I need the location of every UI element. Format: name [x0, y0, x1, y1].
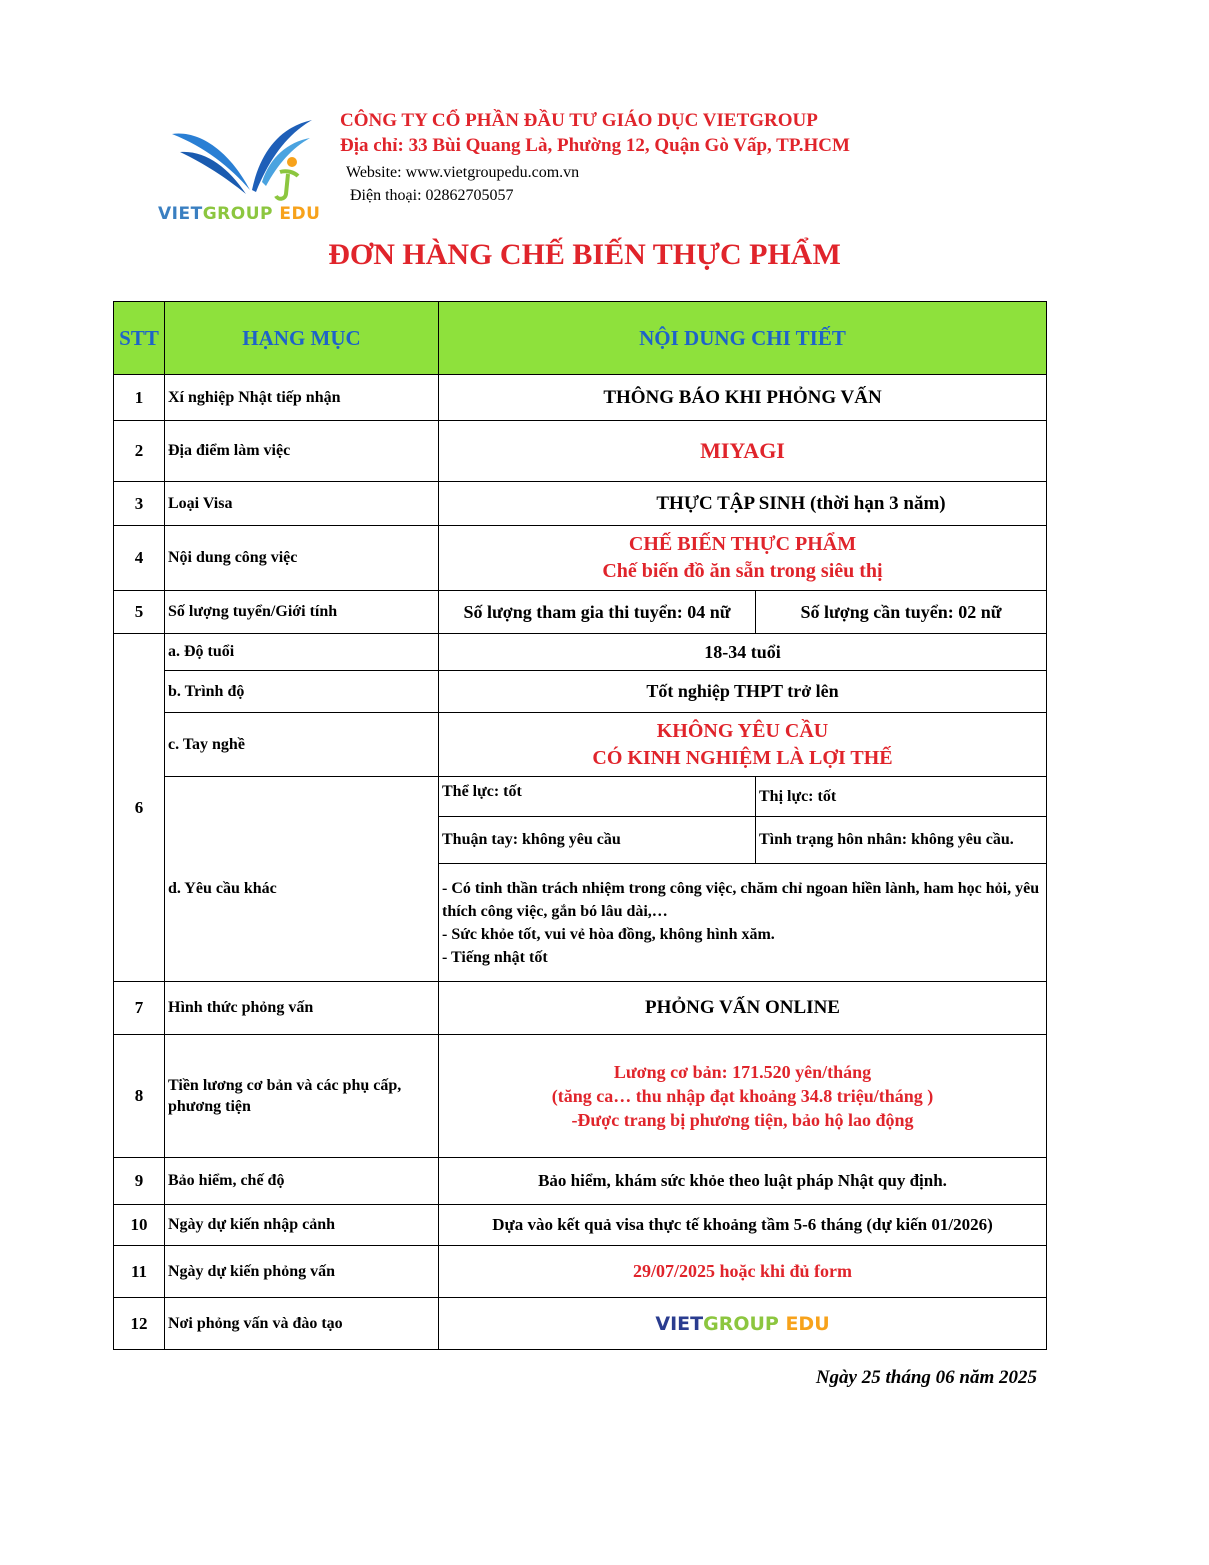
- detail-line: KHÔNG YÊU CẦU: [656, 719, 829, 742]
- row-number: 5: [114, 591, 165, 634]
- row-detail: Dựa vào kết quả visa thực tế khoảng tầm 5-6 tháng (dự kiến 01/2026): [439, 1205, 1047, 1246]
- row-sub-label: a. Độ tuổi: [165, 634, 439, 671]
- row-detail: [439, 526, 1047, 591]
- header-stt: STT: [114, 302, 165, 375]
- document-date: Ngày 25 tháng 06 năm 2025: [815, 1367, 1037, 1388]
- row-sub-label: c. Tay nghề: [165, 713, 439, 777]
- row-sub-label: d. Yêu cầu khác: [165, 777, 439, 982]
- row-number: 12: [114, 1298, 165, 1350]
- row-category: Ngày dự kiến phỏng vấn: [165, 1246, 439, 1298]
- row-category: Nội dung công việc: [165, 526, 439, 591]
- requirement-item: - Có tinh thần trách nhiệm trong công việc, chăm chỉ ngoan hiền lành, ham học hỏi, yêu thích công việc, gắn bó lâu dài,…: [442, 879, 1040, 920]
- table-row: [114, 375, 1047, 421]
- table-row: [114, 1246, 1047, 1298]
- logo-text: VIETGROUP EDU: [158, 204, 321, 224]
- detail-line: Chế biến đồ ăn sẵn trong siêu thị: [602, 560, 883, 582]
- row-number: 8: [114, 1035, 165, 1158]
- row-number: 7: [114, 982, 165, 1035]
- requirement-item: - Tiếng nhật tốt: [442, 948, 548, 966]
- row-category: Bảo hiểm, chế độ: [165, 1158, 439, 1205]
- row-detail-right: Số lượng cần tuyển: 02 nữ: [756, 591, 1047, 634]
- table-row: [114, 526, 1047, 591]
- row-number: 6: [114, 634, 165, 982]
- company-website: Website: www.vietgroupedu.com.vn: [346, 164, 580, 181]
- company-block: [340, 108, 850, 158]
- table-row: [114, 421, 1047, 482]
- row-category: Địa điểm làm việc: [165, 421, 439, 482]
- table-row: [114, 713, 1047, 777]
- table-row: [114, 482, 1047, 526]
- row-detail: Tốt nghiệp THPT trở lên: [439, 671, 1047, 713]
- table-row: [114, 777, 1047, 817]
- table-header-row: [114, 302, 1047, 375]
- header-category: HẠNG MỤC: [165, 302, 439, 375]
- row-category: Hình thức phỏng vấn: [165, 982, 439, 1035]
- row-category: Ngày dự kiến nhập cảnh: [165, 1205, 439, 1246]
- company-address: Địa chỉ: 33 Bùi Quang Là, Phường 12, Quận Gò Vấp, TP.HCM: [340, 135, 850, 156]
- row-detail: 18-34 tuổi: [439, 634, 1047, 671]
- header-detail: NỘI DUNG CHI TIẾT: [439, 302, 1047, 375]
- marital-cell: Tình trạng hôn nhân: không yêu cầu.: [756, 817, 1047, 864]
- table-row: [114, 982, 1047, 1035]
- vietgroup-logo: [150, 112, 335, 230]
- table-row: [114, 1035, 1047, 1158]
- row-category: Tiền lương cơ bản và các phụ cấp, phương tiện: [165, 1035, 439, 1158]
- detail-line: (tăng ca… thu nhập đạt khoảng 34.8 triệu/tháng ): [551, 1086, 934, 1106]
- order-table: [113, 301, 1047, 1350]
- detail-line: CÓ KINH NGHIỆM LÀ LỢI THẾ: [592, 746, 893, 769]
- row-detail: PHỎNG VẤN ONLINE: [439, 982, 1047, 1035]
- other-requirements: [439, 864, 1047, 982]
- detail-line: Lương cơ bản: 171.520 yên/tháng: [613, 1062, 872, 1082]
- row-number: 2: [114, 421, 165, 482]
- row-number: 9: [114, 1158, 165, 1205]
- table-row: [114, 634, 1047, 671]
- row-number: 3: [114, 482, 165, 526]
- page-title: ĐƠN HÀNG CHẾ BIẾN THỰC PHẨM: [328, 238, 841, 271]
- row-detail: [439, 713, 1047, 777]
- eyesight-cell: Thị lực: tốt: [756, 777, 1047, 817]
- row-sub-label: b. Trình độ: [165, 671, 439, 713]
- row-detail: Bảo hiểm, khám sức khỏe theo luật pháp Nhật quy định.: [439, 1158, 1047, 1205]
- physical-cell: Thể lực: tốt: [439, 777, 756, 817]
- detail-line: -Được trang bị phương tiện, bảo hộ lao động: [571, 1110, 914, 1130]
- row-detail-brand: VIETGROUP EDU: [439, 1298, 1047, 1350]
- row-detail: 29/07/2025 hoặc khi đủ form: [439, 1246, 1047, 1298]
- row-detail: THÔNG BÁO KHI PHỎNG VẤN: [439, 375, 1047, 421]
- table-row: [114, 1205, 1047, 1246]
- row-category: Số lượng tuyển/Giới tính: [165, 591, 439, 634]
- row-category: Loại Visa: [165, 482, 439, 526]
- handedness-cell: Thuận tay: không yêu cầu: [439, 817, 756, 864]
- contact-block: [346, 161, 579, 207]
- detail-line: CHẾ BIẾN THỰC PHẨM: [628, 533, 857, 555]
- row-category: Nơi phỏng vấn và đào tạo: [165, 1298, 439, 1350]
- row-category: Xí nghiệp Nhật tiếp nhận: [165, 375, 439, 421]
- table-row: [114, 1158, 1047, 1205]
- vietgroup-emblem-icon: [170, 112, 320, 204]
- row-detail: [439, 1035, 1047, 1158]
- company-name: CÔNG TY CỔ PHẦN ĐẦU TƯ GIÁO DỤC VIETGROUP: [340, 110, 818, 131]
- row-number: 4: [114, 526, 165, 591]
- row-detail-left: Số lượng tham gia thi tuyển: 04 nữ: [439, 591, 756, 634]
- row-number: 1: [114, 375, 165, 421]
- requirement-item: - Sức khỏe tốt, vui vẻ hòa đồng, không hình xăm.: [442, 925, 775, 943]
- company-phone: Điện thoại: 02862705057: [350, 187, 514, 204]
- table-row: [114, 591, 1047, 634]
- row-number: 11: [114, 1246, 165, 1298]
- table-row: [114, 671, 1047, 713]
- row-detail: THỰC TẬP SINH (thời hạn 3 năm): [439, 482, 1047, 526]
- row-detail: MIYAGI: [439, 421, 1047, 482]
- table-row: [114, 1298, 1047, 1350]
- row-number: 10: [114, 1205, 165, 1246]
